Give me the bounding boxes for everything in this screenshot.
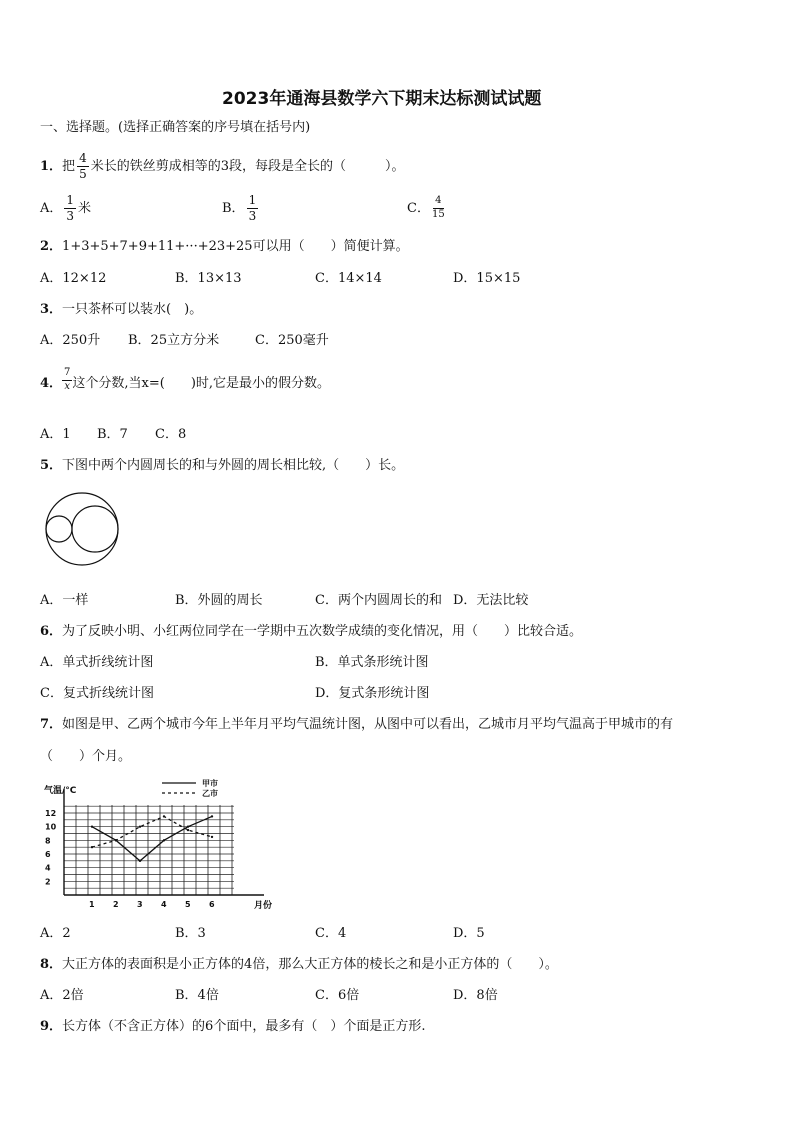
fraction: $\frac{4}{15}$: [431, 195, 445, 220]
x-tick-label: 2: [113, 900, 119, 909]
option-b[interactable]: B．25立方分米: [128, 333, 220, 348]
y-tick-label: 12: [45, 809, 57, 818]
fraction: $\frac{1}{3}$: [66, 193, 75, 223]
inner-circle-large: [72, 506, 118, 552]
option-a[interactable]: A．2倍: [40, 988, 84, 1003]
option-b[interactable]: B．4倍: [175, 988, 219, 1003]
option-a[interactable]: A．单式折线统计图: [40, 655, 154, 670]
x-tick-label: 1: [89, 900, 95, 909]
inner-circle-small: [46, 516, 72, 542]
data-point: [163, 815, 165, 817]
question-7: 7．如图是甲、乙两个城市今年上半年月平均气温统计图，从图中可以看出，乙城市月平均气温高于甲城市的有: [40, 717, 674, 732]
option-d[interactable]: D．5: [453, 926, 485, 941]
data-point: [139, 860, 141, 862]
fraction: $\frac{4}{5}$: [79, 151, 87, 181]
fraction: $\frac{7}{x}$: [64, 367, 71, 392]
option-c[interactable]: C．4: [315, 926, 347, 941]
data-point: [91, 825, 93, 827]
y-axis-label: 气温/°C: [44, 786, 77, 796]
option-d[interactable]: D．8倍: [453, 988, 498, 1003]
option-c[interactable]: C．两个内圆周长的和: [315, 593, 442, 608]
circles-figure: [42, 492, 122, 566]
question-6: 6．为了反映小明、小红两位同学在一学期中五次数学成绩的变化情况，用（ ）比较合适。: [40, 624, 583, 639]
option-b[interactable]: B．3: [175, 926, 206, 941]
option-a[interactable]: A．2: [40, 926, 71, 941]
question-8: 8．大正方体的表面积是小正方体的4倍，那么大正方体的棱长之和是小正方体的（ ）。: [40, 957, 558, 972]
option-d[interactable]: D．复式条形统计图: [315, 686, 430, 701]
data-point: [211, 836, 213, 838]
data-point: [187, 829, 189, 831]
y-tick-label: 10: [45, 822, 57, 832]
y-tick-label: 6: [45, 850, 51, 859]
y-tick-label: 8: [45, 836, 51, 846]
option-a[interactable]: A．一样: [40, 593, 89, 608]
legend-label: 乙市: [202, 789, 218, 798]
option-b[interactable]: B．外圆的周长: [175, 593, 263, 608]
option-c[interactable]: C．6倍: [315, 988, 360, 1003]
section-heading: 一、选择题。(选择正确答案的序号填在括号内): [40, 120, 311, 135]
data-point: [163, 839, 165, 841]
y-tick-label: 2: [45, 877, 51, 887]
option-a[interactable]: A．250升: [40, 333, 101, 348]
question-7-continued: （ ）个月。: [40, 749, 132, 764]
question-4: 4． $\frac{7}{x}$ 这个分数,当x=( )时,它是最小的假分数。: [40, 367, 331, 392]
x-tick-label: 4: [161, 900, 167, 909]
option-a[interactable]: A．12×12: [40, 271, 107, 286]
option-c[interactable]: C．250毫升: [255, 333, 329, 348]
series-line-2: [92, 816, 212, 847]
option-b[interactable]: B．单式条形统计图: [315, 655, 429, 670]
option-a[interactable]: A．1: [40, 427, 71, 442]
question-3: 3．一只茶杯可以装水( )。: [40, 302, 203, 317]
page-title: 2023年通海县数学六下期末达标测试试题: [222, 89, 542, 109]
x-tick-label: 6: [209, 900, 215, 909]
question-5: 5．下图中两个内圆周长的和与外圆的周长相比较,（ ）长。: [40, 458, 405, 473]
option-c[interactable]: C．复式折线统计图: [40, 686, 154, 701]
x-tick-label: 3: [137, 900, 143, 909]
option-d[interactable]: D．无法比较: [453, 593, 529, 608]
question-9: 9．长方体（不含正方体）的6个面中，最多有（ ）个面是正方形.: [40, 1019, 426, 1034]
data-point: [211, 815, 213, 817]
option-a[interactable]: A． $\frac{1}{3}$ 米: [40, 193, 92, 223]
option-b[interactable]: B．13×13: [175, 271, 242, 286]
option-c[interactable]: C．14×14: [315, 271, 382, 286]
option-b[interactable]: B． $\frac{1}{3}$: [222, 193, 257, 223]
temperature-line-chart: [40, 775, 290, 915]
option-c[interactable]: C．8: [155, 427, 187, 442]
outer-circle: [46, 493, 118, 565]
option-b[interactable]: B．7: [97, 427, 128, 442]
question-2: 2．1+3+5+7+9+11+···+23+25可以用（ ）简便计算。: [40, 239, 409, 254]
question-1: 1． 把 $\frac{4}{5}$ 米长的铁丝剪成相等的3段，每段是全长的（ ）。: [40, 151, 405, 181]
data-point: [91, 846, 93, 848]
option-d[interactable]: D．15×15: [453, 271, 521, 286]
option-c[interactable]: C． $\frac{4}{15}$: [407, 195, 445, 220]
x-axis-label: 月份: [254, 901, 273, 911]
y-tick-label: 4: [45, 863, 51, 873]
data-point: [115, 839, 117, 841]
legend-label: 甲市: [202, 779, 218, 788]
fraction: $\frac{1}{3}$: [248, 193, 257, 223]
data-point: [139, 825, 141, 827]
data-point: [187, 825, 189, 827]
x-tick-label: 5: [185, 900, 191, 909]
